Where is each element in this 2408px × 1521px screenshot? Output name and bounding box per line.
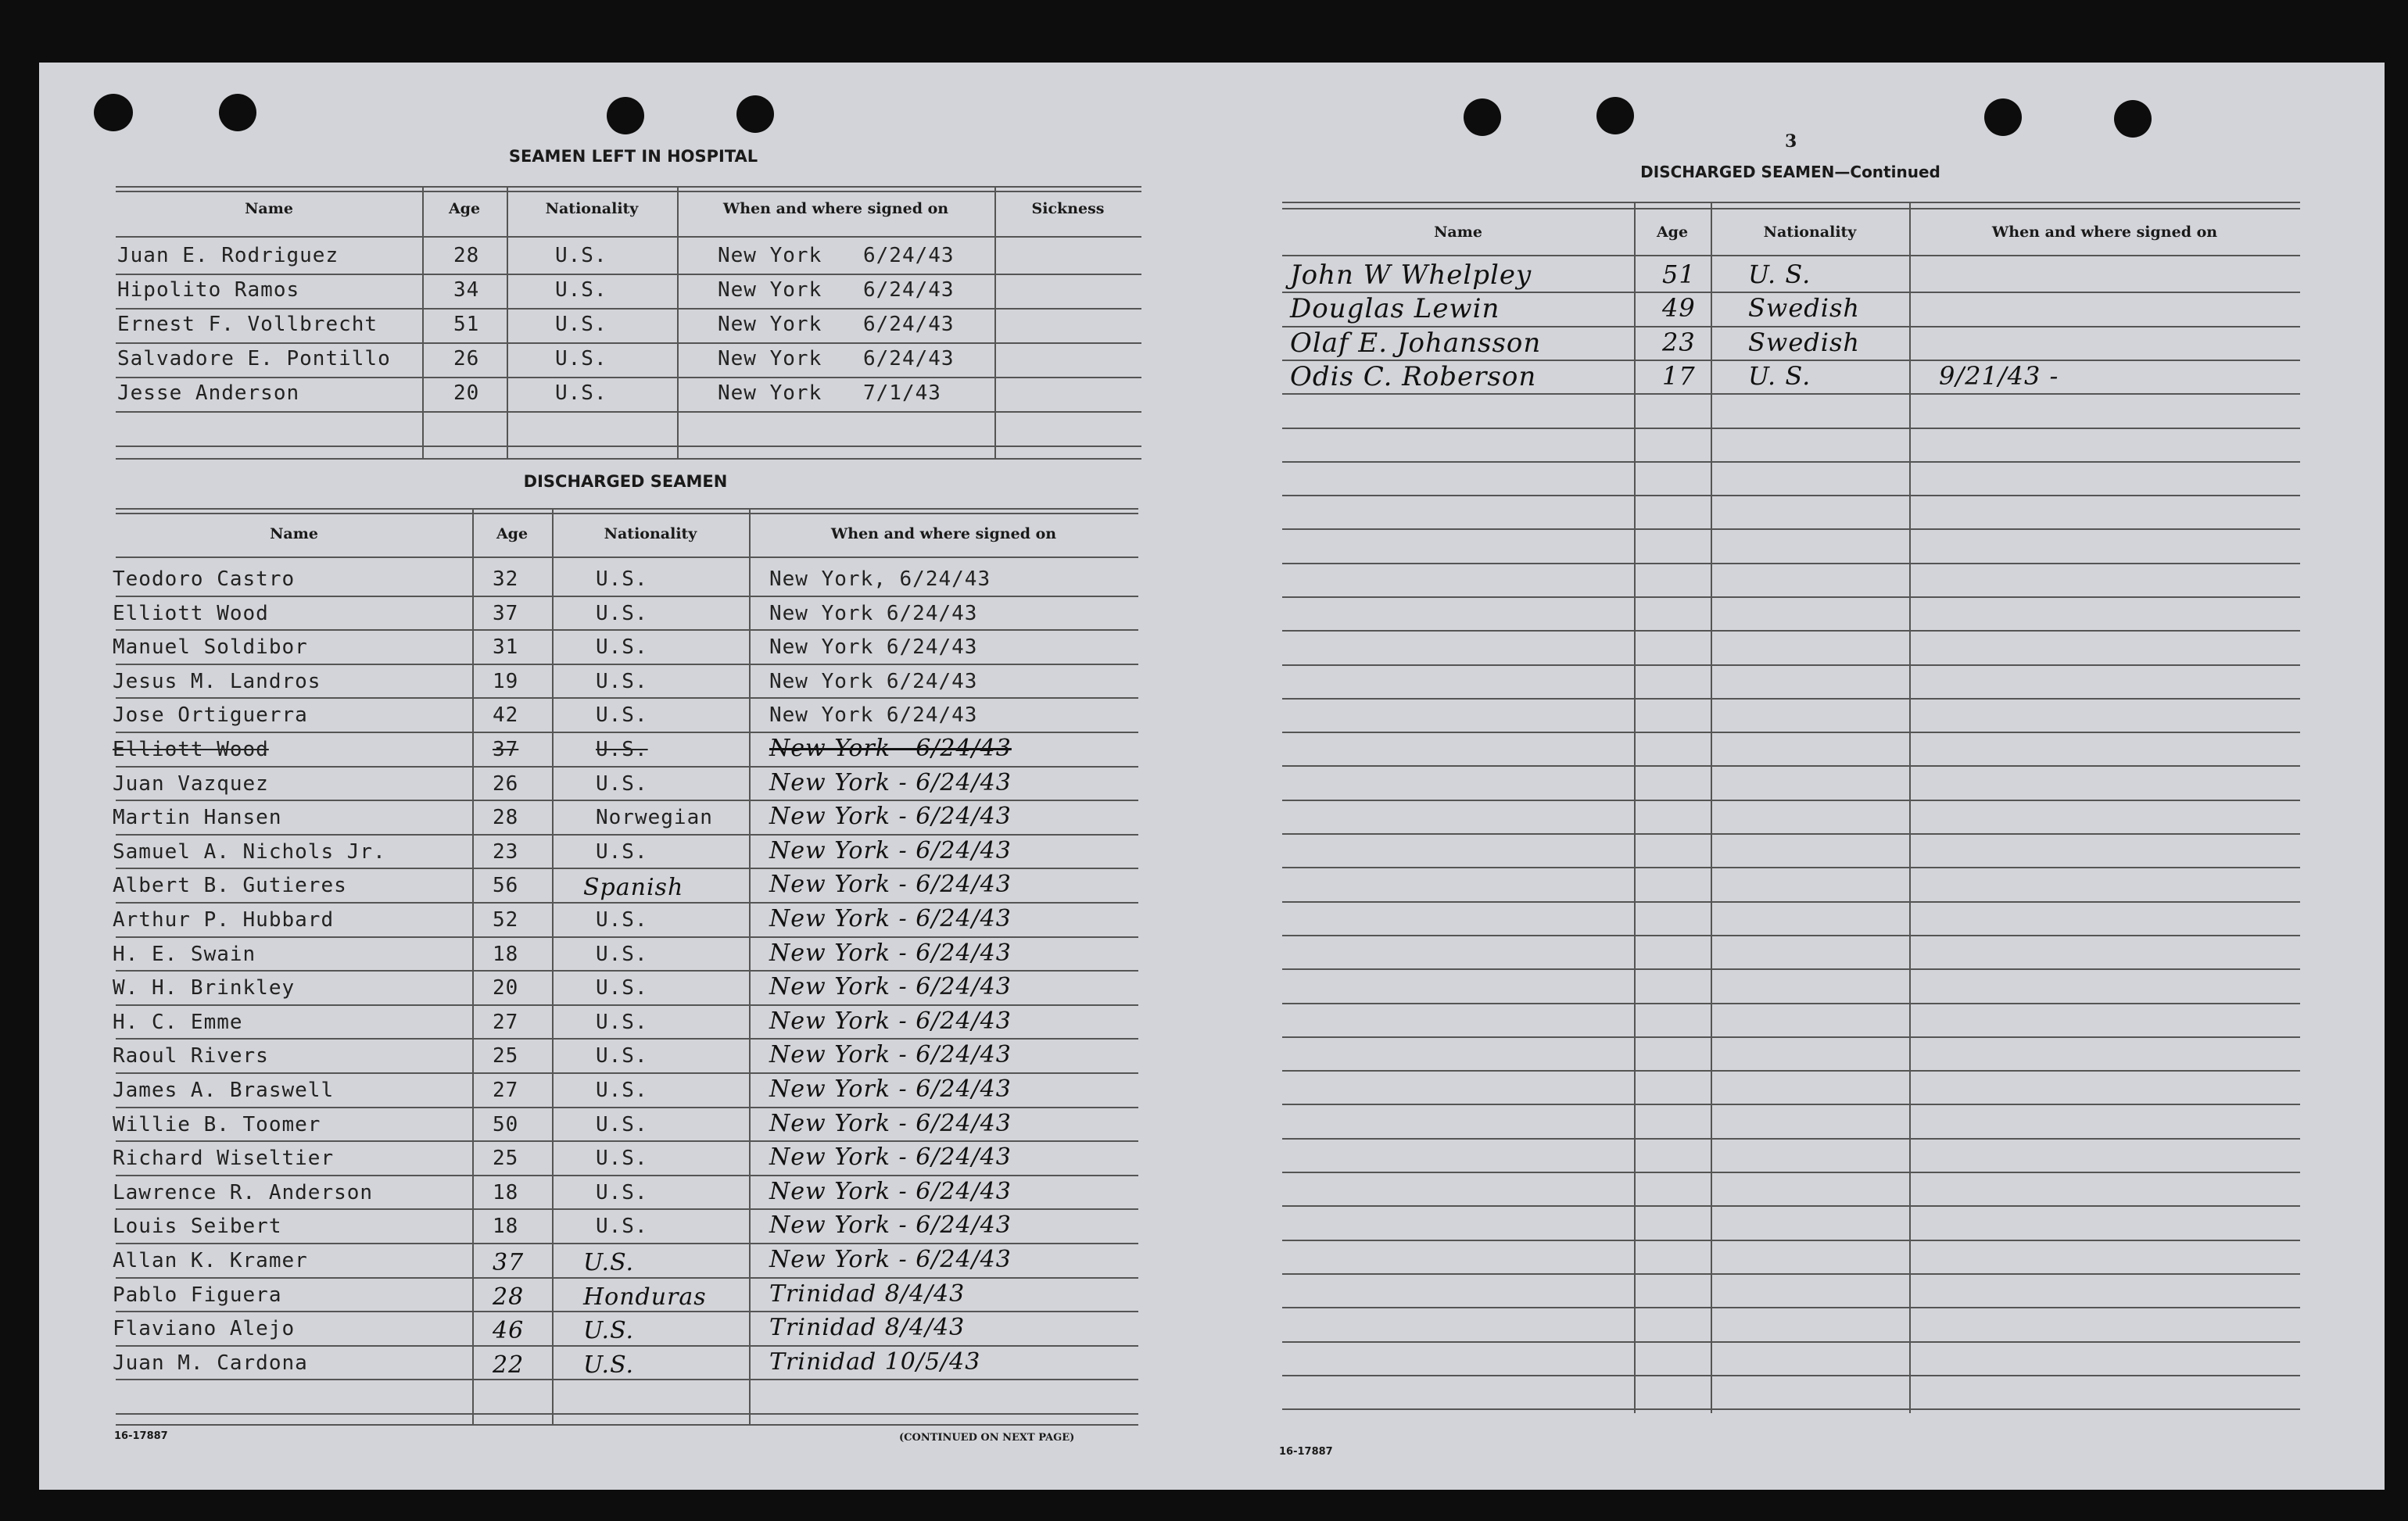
- seaman-nationality: U.S.: [555, 244, 607, 267]
- row-rule: [116, 1140, 1138, 1142]
- seaman-nationality: U.S.: [596, 772, 648, 796]
- row-rule: [1282, 1307, 2300, 1308]
- signed-on: New York - 6/24/43: [769, 1143, 1012, 1171]
- table-top-rule: [1282, 208, 2300, 209]
- seaman-age: 28: [493, 806, 519, 829]
- seaman-name: Elliott Wood: [113, 738, 269, 761]
- binder-hole: [1596, 97, 1634, 134]
- document-sheet: [39, 63, 2385, 1490]
- seaman-name: Elliott Wood: [113, 602, 269, 625]
- row-rule: [1282, 1205, 2300, 1207]
- row-rule: [1282, 765, 2300, 767]
- seaman-age: 25: [493, 1044, 519, 1068]
- row-rule: [116, 377, 1141, 378]
- seaman-name: Lawrence R. Anderson: [113, 1181, 374, 1204]
- binder-hole: [736, 95, 774, 133]
- table-top-rule: [116, 508, 1138, 510]
- seaman-name: W. H. Brinkley: [113, 976, 296, 1000]
- row-rule: [1282, 1104, 2300, 1105]
- seaman-age: 20: [493, 976, 519, 1000]
- seaman-nationality: U.S.: [596, 567, 648, 591]
- row-rule: [1282, 1341, 2300, 1343]
- col-nationality-header: Nationality: [545, 200, 639, 217]
- row-rule: [116, 936, 1138, 938]
- col-age-header: Age: [496, 525, 529, 542]
- binder-hole: [94, 94, 133, 131]
- seaman-name: Jesus M. Landros: [113, 670, 321, 693]
- seaman-nationality: U.S.: [583, 1317, 635, 1344]
- row-rule: [1282, 800, 2300, 801]
- seaman-nationality: U.S.: [596, 1147, 648, 1170]
- seaman-nationality: U.S.: [555, 278, 607, 302]
- table-top-rule: [116, 191, 1141, 192]
- row-rule: [116, 446, 1141, 447]
- seaman-nationality: U.S.: [596, 635, 648, 659]
- row-rule: [116, 1243, 1138, 1244]
- seaman-nationality: Spanish: [583, 874, 684, 901]
- col-age-header: Age: [1656, 224, 1689, 241]
- seaman-age: 27: [493, 1011, 519, 1034]
- row-rule: [116, 411, 1141, 413]
- seaman-name: Ernest F. Vollbrecht: [117, 313, 378, 336]
- row-rule: [1282, 1408, 2300, 1410]
- signed-on: New York 6/24/43: [769, 602, 978, 625]
- signed-on-place: New York: [718, 347, 822, 370]
- seaman-nationality: U.S.: [596, 1113, 648, 1136]
- row-rule: [1282, 1003, 2300, 1004]
- column-divider: [472, 508, 474, 1424]
- seaman-age: 20: [453, 381, 480, 405]
- seaman-name: John W Whelpley: [1290, 259, 1532, 291]
- row-rule: [1282, 563, 2300, 564]
- signed-on: New York - 6/24/43: [769, 1007, 1012, 1035]
- col-nationality-header: Nationality: [604, 525, 697, 542]
- row-rule: [1282, 968, 2300, 970]
- row-rule: [116, 1175, 1138, 1176]
- signed-on: New York - 6/24/43: [769, 1211, 1012, 1239]
- seaman-name: Louis Seibert: [113, 1215, 282, 1238]
- seaman-nationality: U.S.: [596, 943, 648, 966]
- seaman-name: Salvadore E. Pontillo: [117, 347, 391, 370]
- binder-hole: [607, 97, 644, 134]
- row-rule: [1282, 901, 2300, 903]
- row-rule: [1282, 1070, 2300, 1072]
- row-rule: [116, 1038, 1138, 1040]
- seaman-age: 56: [493, 874, 519, 897]
- row-rule: [116, 697, 1138, 699]
- col-signed-header: When and where signed on: [830, 525, 1057, 542]
- seaman-age: 31: [493, 635, 519, 659]
- signed-on-date: 6/24/43: [863, 313, 955, 336]
- seaman-age: 26: [453, 347, 480, 370]
- row-rule: [116, 1208, 1138, 1210]
- seaman-age: 42: [493, 703, 519, 727]
- seaman-age: 26: [493, 772, 519, 796]
- signed-on: New York - 6/24/43: [769, 1178, 1012, 1205]
- seaman-nationality: U.S.: [596, 602, 648, 625]
- row-rule: [116, 1277, 1138, 1279]
- seaman-nationality: U.S.: [596, 1079, 648, 1102]
- seaman-nationality: Swedish: [1748, 327, 1860, 357]
- seaman-age: 17: [1662, 361, 1696, 391]
- hospital-section-title: SEAMEN LEFT IN HOSPITAL: [508, 147, 758, 166]
- seaman-name: H. E. Swain: [113, 943, 256, 966]
- header-rule: [1282, 255, 2300, 256]
- signed-on-date: 6/24/43: [863, 347, 955, 370]
- seaman-name: Raoul Rivers: [113, 1044, 269, 1068]
- seaman-age: 28: [493, 1283, 525, 1311]
- row-rule: [116, 342, 1141, 344]
- row-rule: [116, 902, 1138, 904]
- seaman-nationality: U.S.: [583, 1249, 635, 1276]
- seaman-age: 23: [493, 840, 519, 864]
- row-rule: [1282, 867, 2300, 868]
- binder-hole: [2114, 100, 2152, 138]
- seaman-nationality: U.S.: [596, 976, 648, 1000]
- row-rule: [116, 1413, 1138, 1415]
- seaman-name: Odis C. Roberson: [1290, 361, 1537, 392]
- col-name-header: Name: [245, 200, 293, 217]
- signed-on-date: 6/24/43: [863, 244, 955, 267]
- seaman-name: Juan Vazquez: [113, 772, 269, 796]
- row-rule: [116, 1004, 1138, 1006]
- signed-on: New York - 6/24/43: [769, 1110, 1012, 1137]
- seaman-nationality: U. S.: [1748, 361, 1811, 391]
- row-rule: [1282, 630, 2300, 632]
- col-signed-header: When and where signed on: [722, 200, 949, 217]
- seaman-age: 18: [493, 1181, 519, 1204]
- row-rule: [1282, 596, 2300, 598]
- seaman-age: 49: [1662, 293, 1696, 323]
- signed-on: New York - 6/24/43: [769, 1246, 1012, 1273]
- seaman-age: 22: [493, 1351, 525, 1379]
- row-rule: [116, 1107, 1138, 1108]
- signed-on-place: New York: [718, 278, 822, 302]
- signed-on: New York - 6/24/43: [769, 735, 1012, 762]
- signed-on-date: 6/24/43: [863, 278, 955, 302]
- row-rule: [1282, 664, 2300, 666]
- row-rule: [1282, 1375, 2300, 1376]
- row-rule: [116, 1311, 1138, 1312]
- column-divider: [749, 508, 751, 1424]
- page-number: 3: [1785, 131, 1797, 152]
- seaman-nationality: U.S.: [596, 1181, 648, 1204]
- seaman-nationality: U.S.: [596, 670, 648, 693]
- col-sickness-header: Sickness: [1031, 200, 1105, 217]
- seaman-nationality: U.S.: [583, 1351, 635, 1379]
- row-rule: [1282, 1138, 2300, 1140]
- signed-on: New York - 6/24/43: [769, 973, 1012, 1000]
- seaman-age: 52: [493, 908, 519, 932]
- signed-on: Trinidad 8/4/43: [769, 1280, 966, 1308]
- seaman-nationality: U.S.: [596, 703, 648, 727]
- col-age-header: Age: [448, 200, 481, 217]
- signed-on: New York - 6/24/43: [769, 1041, 1012, 1068]
- row-rule: [116, 1345, 1138, 1347]
- seaman-nationality: U.S.: [596, 1044, 648, 1068]
- seaman-nationality: U.S.: [596, 738, 648, 761]
- continued-note: (CONTINUED ON NEXT PAGE): [899, 1432, 1075, 1444]
- seaman-name: Hipolito Ramos: [117, 278, 300, 302]
- seaman-nationality: U.S.: [596, 908, 648, 932]
- signed-on: Trinidad 8/4/43: [769, 1314, 966, 1341]
- seaman-age: 37: [493, 602, 519, 625]
- col-name-header: Name: [270, 525, 318, 542]
- signed-on: New York - 6/24/43: [769, 1075, 1012, 1103]
- seaman-nationality: Honduras: [583, 1283, 707, 1311]
- signed-on: New York - 6/24/43: [769, 939, 1012, 967]
- seaman-age: 23: [1662, 327, 1696, 357]
- form-number: 16-17887: [114, 1430, 168, 1442]
- seaman-age: 18: [493, 943, 519, 966]
- row-rule: [1282, 1240, 2300, 1241]
- column-divider: [422, 186, 424, 458]
- seaman-age: 19: [493, 670, 519, 693]
- seaman-age: 25: [493, 1147, 519, 1170]
- seaman-name: H. C. Emme: [113, 1011, 243, 1034]
- signed-on: New York 6/24/43: [769, 670, 978, 693]
- seaman-name: Juan E. Rodriguez: [117, 244, 339, 267]
- row-rule: [116, 629, 1138, 631]
- column-divider: [552, 508, 554, 1424]
- header-rule: [116, 236, 1141, 238]
- seaman-age: 28: [453, 244, 480, 267]
- signed-on: New York, 6/24/43: [769, 567, 991, 591]
- signed-on: New York - 6/24/43: [769, 871, 1012, 898]
- column-divider: [1909, 202, 1911, 1413]
- column-divider: [994, 186, 996, 458]
- column-divider: [1634, 202, 1636, 1413]
- seaman-name: Olaf E. Johansson: [1290, 327, 1542, 359]
- seaman-age: 51: [1662, 259, 1696, 289]
- seaman-age: 34: [453, 278, 480, 302]
- signed-on-place: New York: [718, 313, 822, 336]
- seaman-name: Juan M. Cardona: [113, 1351, 308, 1375]
- row-rule: [1282, 528, 2300, 530]
- signed-on: Trinidad 10/5/43: [769, 1348, 981, 1376]
- header-rule: [116, 557, 1138, 558]
- signed-on: 9/21/43 -: [1939, 361, 2059, 391]
- row-rule: [116, 834, 1138, 836]
- signed-on: New York - 6/24/43: [769, 769, 1012, 796]
- binder-hole: [1464, 98, 1501, 136]
- seaman-name: Allan K. Kramer: [113, 1249, 308, 1272]
- signed-on: New York - 6/24/43: [769, 905, 1012, 932]
- row-rule: [116, 664, 1138, 665]
- seaman-age: 27: [493, 1079, 519, 1102]
- signed-on: New York - 6/24/43: [769, 837, 1012, 864]
- seaman-nationality: Norwegian: [596, 806, 713, 829]
- seaman-nationality: U.S.: [596, 840, 648, 864]
- table-top-rule: [116, 513, 1138, 514]
- row-rule: [1282, 1172, 2300, 1173]
- seaman-name: Teodoro Castro: [113, 567, 296, 591]
- row-rule: [116, 766, 1138, 768]
- seaman-name: Jose Ortiguerra: [113, 703, 308, 727]
- row-rule: [116, 596, 1138, 597]
- seaman-nationality: U.S.: [555, 313, 607, 336]
- row-rule: [116, 308, 1141, 310]
- form-number-right: 16-17887: [1279, 1446, 1333, 1458]
- row-rule: [116, 732, 1138, 733]
- row-rule: [116, 1379, 1138, 1380]
- row-rule: [1282, 495, 2300, 496]
- seaman-name: Martin Hansen: [113, 806, 282, 829]
- row-rule: [1282, 428, 2300, 429]
- row-rule: [116, 800, 1138, 801]
- seaman-age: 37: [493, 738, 519, 761]
- seaman-nationality: U. S.: [1748, 259, 1811, 289]
- seaman-name: Arthur P. Hubbard: [113, 908, 335, 932]
- signed-on: New York - 6/24/43: [769, 803, 1012, 830]
- column-divider: [507, 186, 508, 458]
- discharged-section-title: DISCHARGED SEAMEN: [523, 472, 728, 491]
- seaman-name: Richard Wiseltier: [113, 1147, 335, 1170]
- table-bottom-rule: [116, 1424, 1138, 1426]
- seaman-nationality: U.S.: [555, 381, 607, 405]
- seaman-nationality: U.S.: [596, 1011, 648, 1034]
- table-top-rule: [1282, 202, 2300, 203]
- seaman-name: Albert B. Gutieres: [113, 874, 347, 897]
- binder-hole: [1984, 98, 2022, 136]
- seaman-age: 18: [493, 1215, 519, 1238]
- seaman-age: 32: [493, 567, 519, 591]
- seaman-age: 50: [493, 1113, 519, 1136]
- col-signed-header: When and where signed on: [1991, 224, 2218, 241]
- seaman-name: Douglas Lewin: [1290, 293, 1500, 324]
- seaman-age: 51: [453, 313, 480, 336]
- signed-on: New York 6/24/43: [769, 635, 978, 659]
- signed-on-date: 7/1/43: [863, 381, 941, 405]
- seaman-name: James A. Braswell: [113, 1079, 335, 1102]
- seaman-name: Flaviano Alejo: [113, 1317, 296, 1340]
- row-rule: [1282, 935, 2300, 936]
- row-rule: [1282, 732, 2300, 733]
- column-divider: [677, 186, 679, 458]
- signed-on: New York 6/24/43: [769, 703, 978, 727]
- seaman-age: 46: [493, 1317, 525, 1344]
- seaman-nationality: U.S.: [596, 1215, 648, 1238]
- row-rule: [116, 1072, 1138, 1074]
- signed-on-place: New York: [718, 244, 822, 267]
- row-rule: [1282, 1036, 2300, 1038]
- col-name-header: Name: [1434, 224, 1482, 241]
- row-rule: [116, 868, 1138, 869]
- col-nationality-header: Nationality: [1763, 224, 1857, 241]
- seaman-name: Samuel A. Nichols Jr.: [113, 840, 386, 864]
- seaman-name: Pablo Figuera: [113, 1283, 282, 1307]
- seaman-name: Jesse Anderson: [117, 381, 300, 405]
- row-rule: [1282, 461, 2300, 463]
- seaman-nationality: U.S.: [555, 347, 607, 370]
- row-rule: [116, 274, 1141, 275]
- column-divider: [1711, 202, 1712, 1413]
- row-rule: [1282, 393, 2300, 395]
- seaman-age: 37: [493, 1249, 525, 1276]
- row-rule: [1282, 833, 2300, 835]
- discharged-continued-title: DISCHARGED SEAMEN—Continued: [1640, 163, 1940, 181]
- binder-hole: [219, 94, 256, 131]
- seaman-name: Willie B. Toomer: [113, 1113, 321, 1136]
- table-top-rule: [116, 186, 1141, 188]
- row-rule: [1282, 698, 2300, 700]
- row-rule: [1282, 1273, 2300, 1275]
- seaman-nationality: Swedish: [1748, 293, 1860, 323]
- row-rule: [116, 970, 1138, 972]
- signed-on-place: New York: [718, 381, 822, 405]
- table-bottom-rule: [116, 458, 1141, 460]
- seaman-name: Manuel Soldibor: [113, 635, 308, 659]
